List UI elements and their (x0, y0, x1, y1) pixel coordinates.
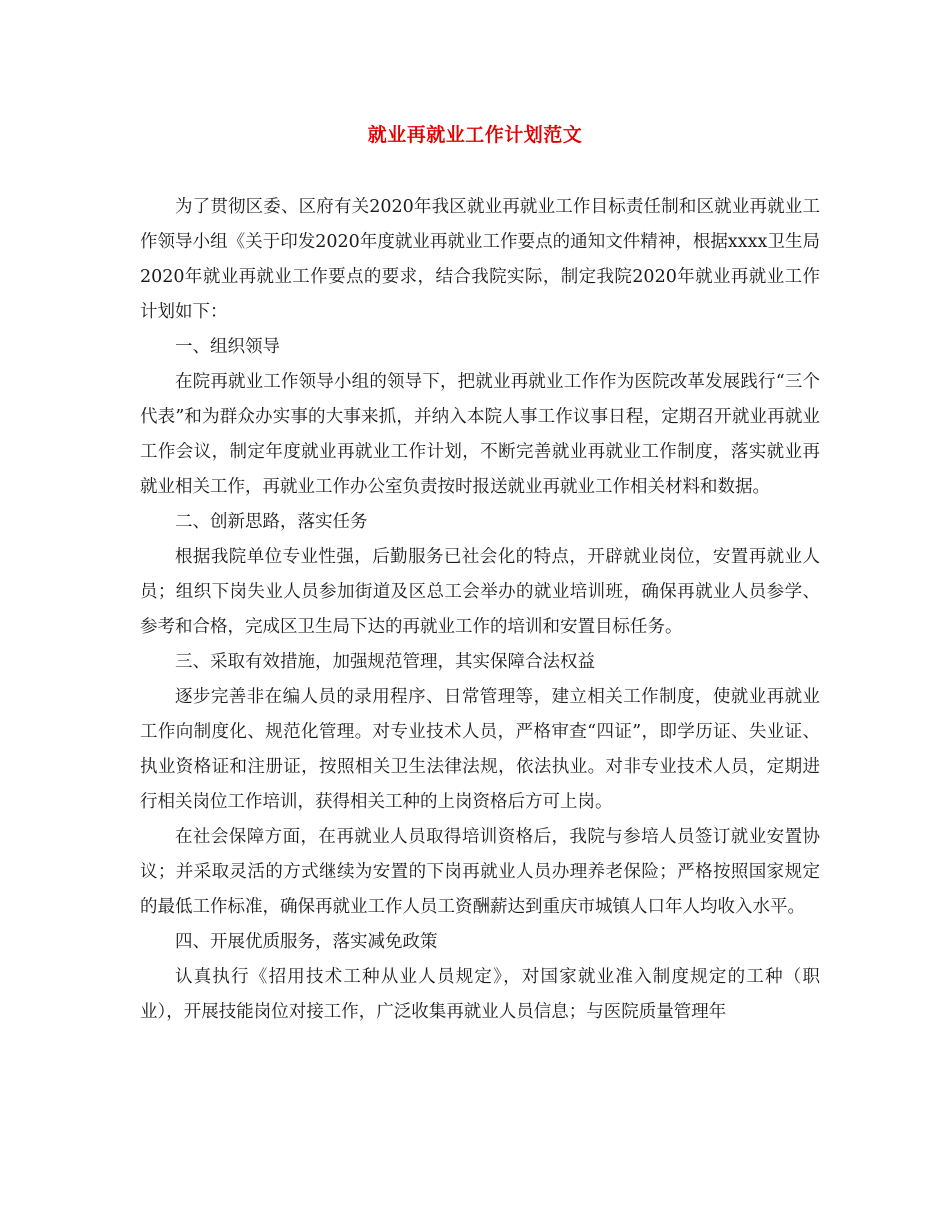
paragraph-2: 根据我院单位专业性强，后勤服务已社会化的特点，开辟就业岗位，安置再就业人员；组织下岗失业人员参加街道及区总工会举办的就业培训班，确保再就业人员参学、参考和合格，完成区卫生局下达的再就业工作的培训和安置目标任务。 (140, 547, 820, 637)
section-heading-1: 一、组织领导 (175, 337, 280, 357)
paragraph-3a: 逐步完善非在编人员的录用程序、日常管理等，建立相关工作制度，使就业再就业工作向制度化、规范化管理。对专业技术人员，严格审查“四证”，即学历证、失业证、执业资格证和注册证，按照相关卫生法律法规，依法执业。对非专业技术人员，定期进行相关岗位工作培训，获得相关工种的上岗资格后方可上岗。 (140, 687, 820, 812)
section-heading-4: 四、开展优质服务，落实减免政策 (175, 932, 438, 952)
section-heading-2: 二、创新思路，落实任务 (175, 512, 368, 532)
section-heading-3: 三、采取有效措施，加强规范管理，其实保障合法权益 (175, 652, 595, 672)
paragraph-1: 在院再就业工作领导小组的领导下，把就业再就业工作作为医院改革发展践行“三个代表”和为群众办实事的大事来抓，并纳入本院人事工作议事日程，定期召开就业再就业工作会议，制定年度就业再就业工作计划，不断完善就业再就业工作制度，落实就业再就业相关工作，再就业工作办公室负责按时报送就业再就业工作相关材料和数据。 (140, 372, 820, 497)
paragraph-3b: 在社会保障方面，在再就业人员取得培训资格后，我院与参培人员签订就业安置协议；并采取灵活的方式继续为安置的下岗再就业人员办理养老保险；严格按照国家规定的最低工作标准，确保再就业工作人员工资酬薪达到重庆市城镇人口年人均收入水平。 (140, 827, 820, 917)
paragraph-intro: 为了贯彻区委、区府有关2020年我区就业再就业工作目标责任制和区就业再就业工作领导小组《关于印发2020年度就业再就业工作要点的通知文件精神，根据xxxx卫生局2020年就业再就业工作要点的要求，结合我院实际，制定我院2020年就业再就业工作计划如下： (140, 197, 820, 322)
paragraph-4: 认真执行《招用技术工种从业人员规定》，对国家就业准入制度规定的工种（职业），开展技能岗位对接工作，广泛收集再就业人员信息；与医院质量管理年 (140, 967, 820, 1022)
document-title: 就业再就业工作计划范文 (367, 124, 583, 146)
document-body (140, 190, 820, 1030)
